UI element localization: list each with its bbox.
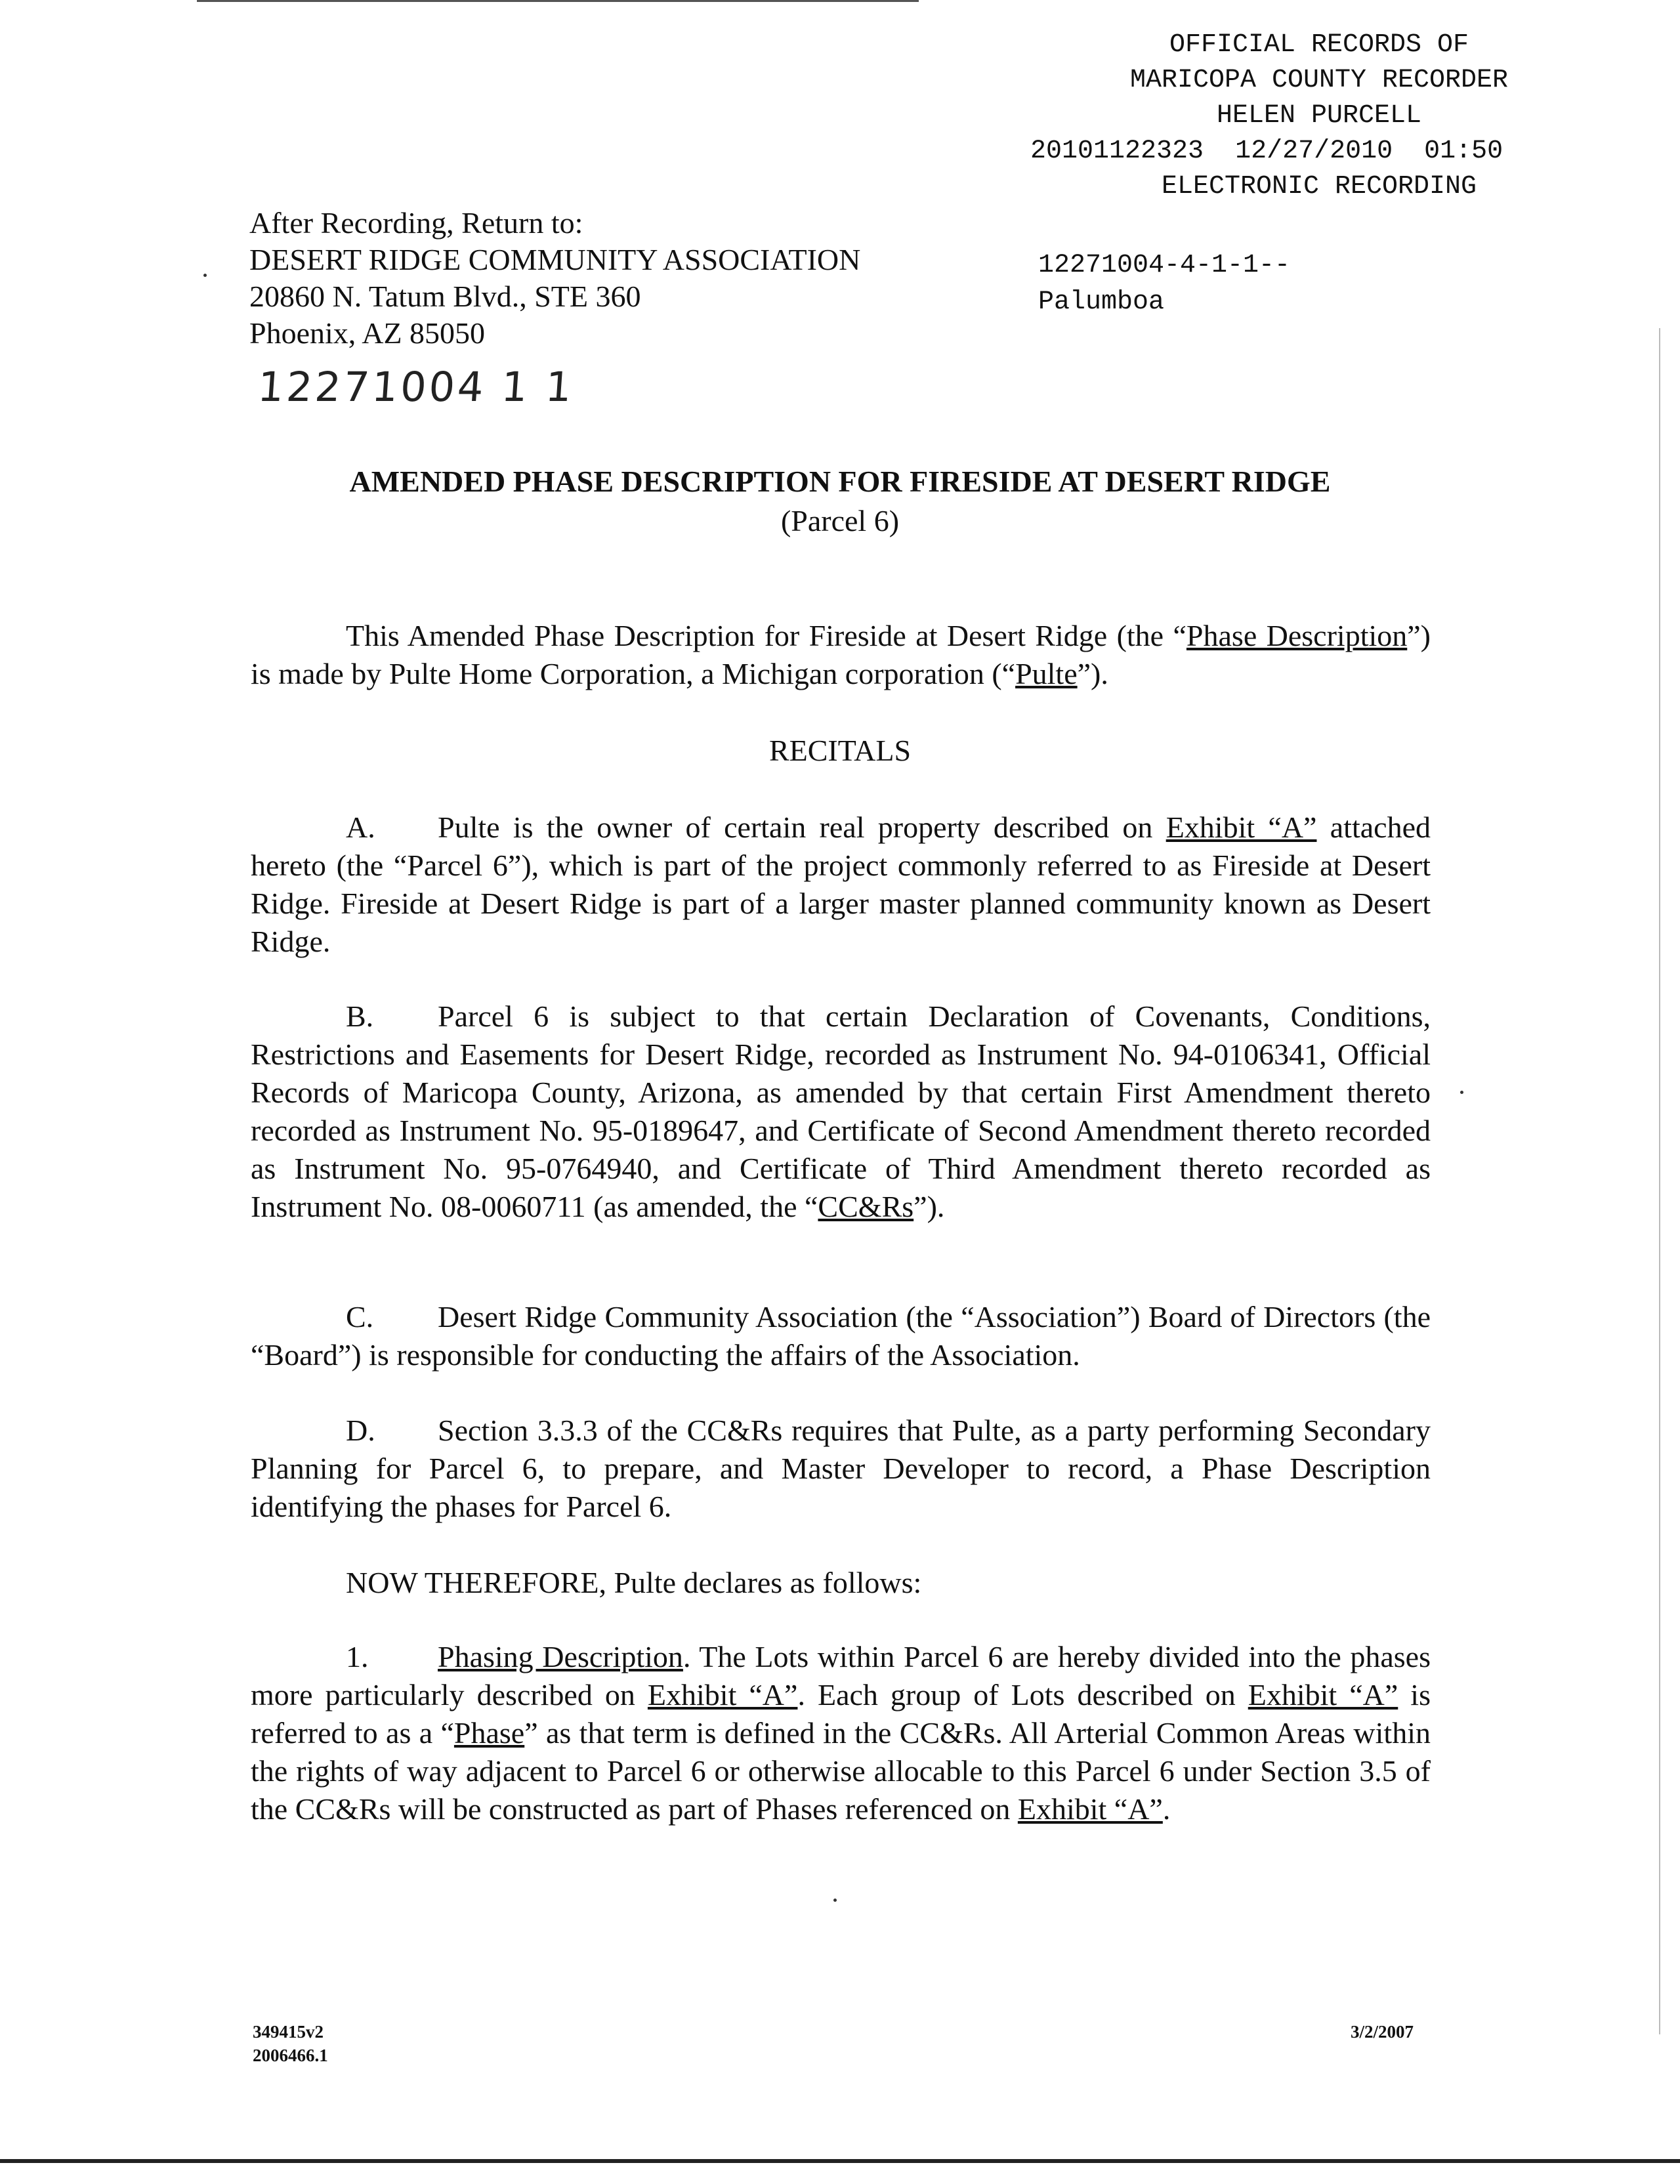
scan-speck [1460,1091,1463,1094]
phase-description-term: Phase Description [1186,619,1408,652]
scan-border-bottom [0,2159,1680,2163]
recording-time: 01:50 [1424,136,1503,166]
pulte-term: Pulte [1015,657,1078,690]
exhibit-a-reference: Exhibit “A” [1166,810,1317,844]
return-name: DESERT RIDGE COMMUNITY ASSOCIATION [249,243,861,276]
scan-speck [833,1899,837,1902]
recording-reference [1038,247,1290,321]
recorder-line-2: MARICOPA COUNTY RECORDER [1129,66,1509,95]
phasing-description-heading: Phasing Description [438,1640,683,1673]
recorder-stamp [1024,28,1614,205]
footer-date: 3/2/2007 [1351,2022,1414,2042]
handwritten-number: 12271004 1 1 [256,363,576,411]
footer-doc-id: 349415v2 [253,2022,324,2042]
document-subtitle: (Parcel 6) [780,504,900,537]
recording-number: 20101122323 [1030,136,1204,166]
document-title: AMENDED PHASE DESCRIPTION FOR FIRESIDE AT DESERT RIDGE [349,465,1331,498]
section-1-marker: 1. [346,1640,369,1673]
intro-paragraph: This Amended Phase Description for Fireside at Desert Ridge (the “Phase Description”) is made by Pulte Home Corporation, a Michigan corporation (“Pulte”). [251,619,1431,690]
recitals-heading: RECITALS [768,734,912,767]
return-city: Phoenix, AZ 85050 [249,316,486,350]
phase-term: Phase [453,1716,525,1750]
recital-b-marker: B. [346,999,374,1033]
recital-c: C. Desert Ridge Community Association (the “Association”) Board of Directors (the “Board”) is responsible for conducting the affairs of the Association. [251,1298,1431,1374]
recital-a-marker: A. [346,810,375,844]
recorder-line-1: OFFICIAL RECORDS OF [1169,30,1469,60]
recital-b: B. Parcel 6 is subject to that certain Declaration of Covenants, Conditions, Restrictions and Easements for Desert Ridge, recorded as Instrument No. 94-0106341, Official Records of Maricopa County, Arizona, as amended by that certain First Amendment thereto recorded as Instrument No. 95-0189647, and Certificate of Second Amendment thereto recorded as Instrument No. 95-0764940, and Certificate of Third Amendment thereto recorded as Instrument No. 08-0060711 (as amended, the “CC&Rs”). [251,998,1431,1226]
exhibit-a-reference: Exhibit “A” [647,1678,798,1712]
recorder-line-3: HELEN PURCELL [1216,101,1422,131]
recorder-line-5: ELECTRONIC RECORDING [1161,172,1477,201]
return-heading: After Recording, Return to: [249,206,583,240]
exhibit-a-reference: Exhibit “A” [1248,1678,1398,1712]
footer-doc-num: 2006466.1 [253,2046,328,2065]
recording-ref-name: Palumboa [1038,287,1165,317]
exhibit-a-reference: Exhibit “A” [1017,1792,1163,1826]
recording-date: 12/27/2010 [1235,136,1393,166]
recital-d-marker: D. [346,1414,375,1447]
ccrs-term: CC&Rs [818,1190,914,1223]
now-therefore-line: NOW THEREFORE, Pulte declares as follows: [346,1566,922,1599]
recording-ref-number: 12271004-4-1-1-- [1038,251,1291,280]
scan-speck [203,274,207,277]
return-address [249,205,860,352]
scan-border-top [197,0,919,2]
recital-d: D. Section 3.3.3 of the CC&Rs requires that Pulte, as a party performing Secondary Planning for Parcel 6, to prepare, and Master Developer to record, a Phase Description identifying the phases for Parcel 6. [251,1412,1431,1526]
recording-number-line [1030,134,1614,169]
footer-doc-ids [253,2020,328,2067]
recital-a: A. Pulte is the owner of certain real property described on Exhibit “A” attached hereto (the “Parcel 6”), which is part of the project commonly referred to as Fireside at Desert Ridge. Fireside at Desert Ridge is part of a larger master planned community known as Desert Ridge. [251,808,1431,961]
scan-edge-right [1659,328,1660,2034]
section-1: 1. Phasing Description. The Lots within Parcel 6 are hereby divided into the phases more particularly described on Exhibit “A”. Each group of Lots described on Exhibit “A” is referred to as a “Phase” as that term is defined in the CC&Rs. All Arterial Common Areas within the rights of way adjacent to Parcel 6 or otherwise allocable to this Parcel 6 under Section 3.5 of the CC&Rs will be constructed as part of Phases referenced on Exhibit “A”. [251,1638,1431,1828]
return-street: 20860 N. Tatum Blvd., STE 360 [249,280,641,313]
recital-c-marker: C. [346,1300,374,1334]
